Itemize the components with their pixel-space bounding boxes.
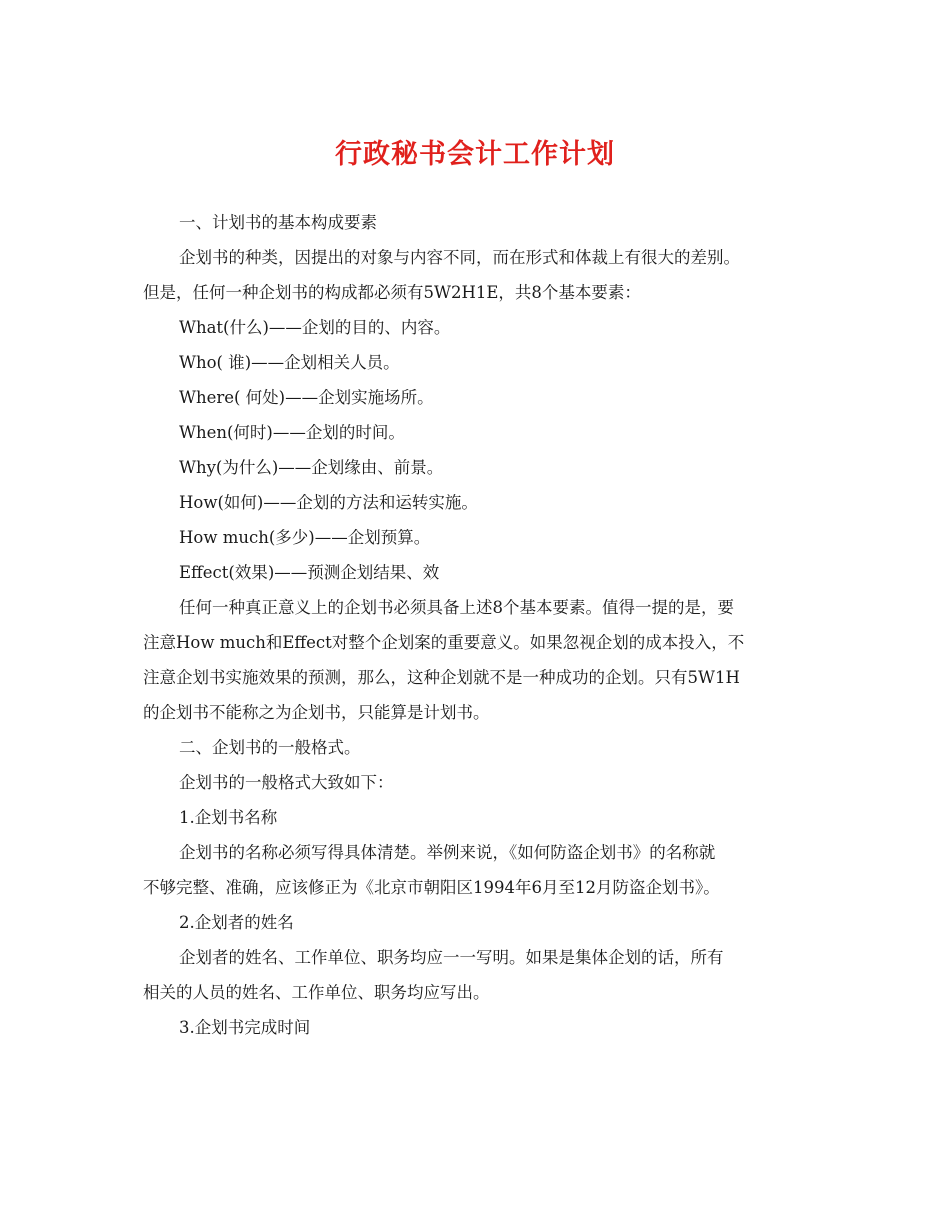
paragraph-line: Where( 何处)——企划实施场所。 [179, 388, 434, 407]
paragraph-line: Why(为什么)——企划缘由、前景。 [179, 458, 444, 477]
paragraph-line: 3.企划书完成时间 [179, 1018, 311, 1037]
paragraph-line: 注意How much和Effect对整个企划案的重要意义。如果忽视企划的成本投入，不 [143, 633, 745, 652]
paragraph-line: How much(多少)——企划预算。 [179, 528, 431, 547]
paragraph-line: 企划书的名称必须写得具体清楚。举例来说，《如何防盗企划书》的名称就 [179, 843, 716, 862]
paragraph-line: 不够完整、准确，应该修正为《北京市朝阳区1994年6月至12月防盗企划书》。 [143, 878, 720, 897]
paragraph-line: Effect(效果)——预测企划结果、效 [179, 563, 440, 582]
paragraph-line: Who( 谁)——企划相关人员。 [179, 353, 400, 372]
paragraph-line: 一、计划书的基本构成要素 [179, 213, 377, 232]
paragraph-line: 企划书的种类，因提出的对象与内容不同，而在形式和体裁上有很大的差别。 [179, 248, 740, 267]
document-title: 行政秘书会计工作计划 [335, 139, 615, 170]
paragraph-line: 的企划书不能称之为企划书，只能算是计划书。 [143, 703, 490, 722]
paragraph-line: 任何一种真正意义上的企划书必须具备上述8个基本要素。值得一提的是，要 [179, 598, 734, 617]
paragraph-line: 但是，任何一种企划书的构成都必须有5W2H1E，共8个基本要素： [143, 283, 641, 302]
paragraph-line: 1.企划书名称 [179, 808, 278, 827]
paragraph-line: How(如何)——企划的方法和运转实施。 [179, 493, 478, 512]
paragraph-line: 二、企划书的一般格式。 [179, 738, 361, 757]
paragraph-line: 相关的人员的姓名、工作单位、职务均应写出。 [143, 983, 490, 1002]
paragraph-line: When(何时)——企划的时间。 [179, 423, 405, 442]
paragraph-line: 企划者的姓名、工作单位、职务均应一一写明。如果是集体企划的话，所有 [179, 948, 724, 967]
paragraph-line: What(什么)——企划的目的、内容。 [179, 318, 451, 337]
paragraph-line: 注意企划书实施效果的预测，那么，这种企划就不是一种成功的企划。只有5W1H [143, 668, 740, 687]
paragraph-line: 企划书的一般格式大致如下： [179, 773, 394, 792]
document-body [143, 205, 815, 1045]
paragraph-line: 2.企划者的姓名 [179, 913, 294, 932]
